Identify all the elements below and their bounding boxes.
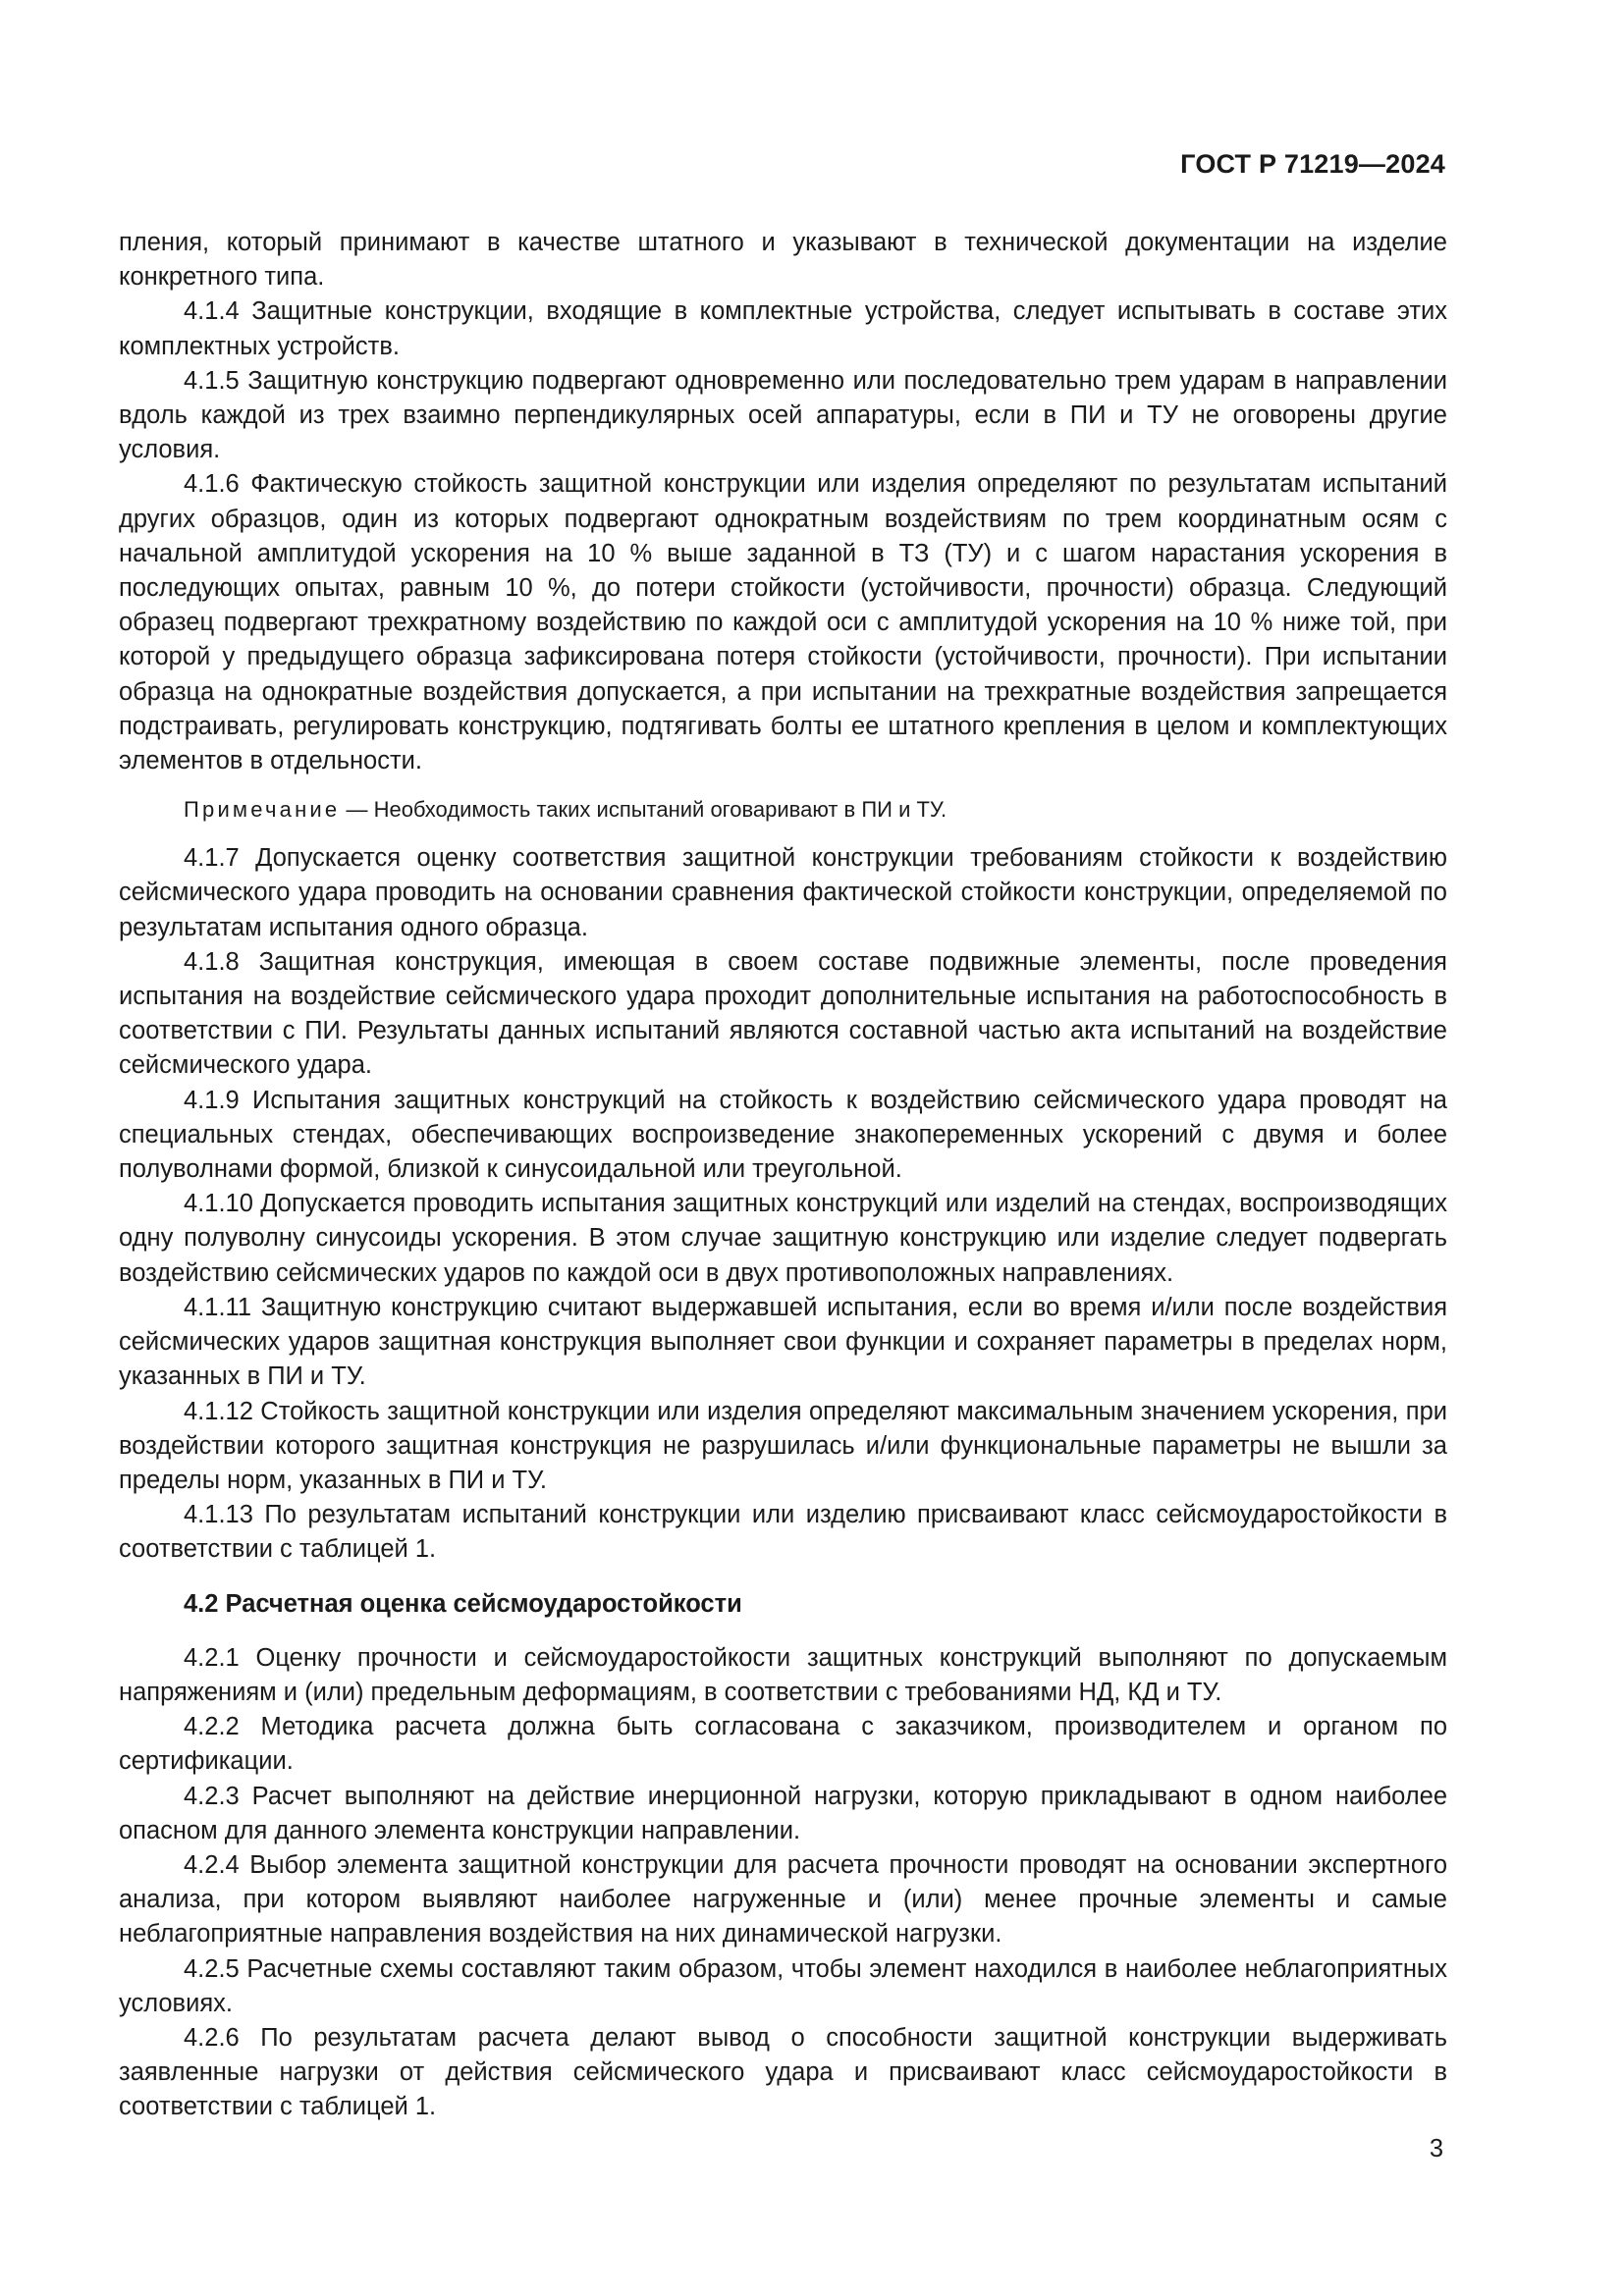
paragraph-4-1-10: 4.1.10 Допускается проводить испытания защитных конструкций или изделий на стендах, воспроизводящих одну полуволну синусоиды ускорения. В этом случае защитную конструкцию или изделие следует подвергать воздействию сейсмических ударов по каждой оси в двух противоположных направлениях.	[119, 1190, 1447, 1287]
paragraph-4-1-5: 4.1.5 Защитную конструкцию подвергают одновременно или последовательно трем ударам в направлении вдоль каждой из трех взаимно перпендикулярных осей аппаратуры, если в ПИ и ТУ не оговорены другие условия.	[119, 366, 1447, 464]
note	[119, 795, 1447, 825]
paragraph-continuation: пления, который принимают в качестве штатного и указывают в технической документации на изделие конкретного типа.	[119, 229, 1447, 292]
paragraph-4-1-12: 4.1.12 Стойкость защитной конструкции или изделия определяют максимальным значением ускорения, при воздействии которого защитная конструкция не разрушилась и/или функциональные параметры не вышли за пределы норм, указанных в ПИ и ТУ.	[119, 1397, 1447, 1494]
paragraph-4-1-11: 4.1.11 Защитную конструкцию считают выдержавшей испытания, если во время и/или после воздействия сейсмических ударов защитная конструкция выполняет свои функции и сохраняет параметры в пределах норм, указанных в ПИ и ТУ.	[119, 1293, 1447, 1391]
paragraph-4-1-9: 4.1.9 Испытания защитных конструкций на стойкость к воздействию сейсмического удара проводят на специальных стендах, обеспечивающих воспроизведение знакопеременных ускорений с двумя и более полуволнами формой, близкой к синусоидальной или треугольной.	[119, 1086, 1447, 1184]
paragraph-4-1-13: 4.1.13 По результатам испытаний конструкции или изделию присваивают класс сейсмоударостойкости в соответствии с таблицей 1.	[119, 1501, 1447, 1564]
paragraph-4-2-5: 4.2.5 Расчетные схемы составляют таким образом, чтобы элемент находился в наиболее неблагоприятных условиях.	[119, 1954, 1447, 2017]
document-code-header: ГОСТ Р 71219—2024	[1180, 149, 1445, 179]
paragraph-4-2-2: 4.2.2 Методика расчета должна быть согласована с заказчиком, производителем и органом по сертификации.	[119, 1713, 1447, 1776]
paragraph-4-2-6: 4.2.6 По результатам расчета делают вывод о способности защитной конструкции выдерживать заявленные нагрузки от действия сейсмического удара и присваивают класс сейсмоударостойкости в соответствии с таблицей 1.	[119, 2023, 1447, 2121]
document-body	[119, 226, 1447, 2125]
page-number: 3	[1429, 2135, 1443, 2163]
section-heading-4-2: 4.2 Расчетная оценка сейсмоударостойкости	[184, 1589, 742, 1618]
paragraph-4-1-7: 4.1.7 Допускается оценку соответствия защитной конструкции требованиям стойкости к воздействию сейсмического удара проводить на основании сравнения фактической стойкости конструкции, определяемой по результатам испытания одного образца.	[119, 844, 1447, 941]
note-text: — Необходимость таких испытаний оговаривают в ПИ и ТУ.	[340, 797, 947, 823]
paragraph-4-1-8: 4.1.8 Защитная конструкция, имеющая в своем составе подвижные элементы, после проведения испытания на воздействие сейсмического удара проходит дополнительные испытания на работоспособность в соответствии с ПИ. Результаты данных испытаний являются составной частью акта испытаний на воздействие сейсмического удара.	[119, 947, 1447, 1080]
paragraph-4-2-3: 4.2.3 Расчет выполняют на действие инерционной нагрузки, которую прикладывают в одном наиболее опасном для данного элемента конструкции направлении.	[119, 1782, 1447, 1844]
paragraph-4-2-4: 4.2.4 Выбор элемента защитной конструкции для расчета прочности проводят на основании экспертного анализа, при котором выявляют наиболее нагруженные и (или) менее прочные элементы и самые неблагоприятные направления воздействия на них динамической нагрузки.	[119, 1850, 1447, 1949]
paragraph-4-2-1: 4.2.1 Оценку прочности и сейсмоударостойкости защитных конструкций выполняют по допускаемым напряжениям и (или) предельным деформациям, в соответствии с требованиями НД, КД и ТУ.	[119, 1643, 1447, 1706]
paragraph-4-1-6: 4.1.6 Фактическую стойкость защитной конструкции или изделия определяют по результатам испытаний других образцов, один из которых подвергают однократным воздействиям по трем координатным осям с начальной амплитудой ускорения на 10 % выше заданной в ТЗ (ТУ) и с шагом нарастания ускорения в последующих опытах, равным 10 %, до потери стойкости (устойчивости, прочности) образца. Следующий образец подвергают трехкратному воздействию по каждой оси с амплитудой ускорения на 10 % ниже той, при которой у предыдущего образца зафиксирована потеря стойкости (устойчивости, прочности). При испытании образца на однократные воздействия допускается, а при испытании на трехкратные воздействия запрещается подстраивать, регулировать конструкцию, подтягивать болты ее штатного крепления в целом и комплектующих элементов в отдельности.	[119, 470, 1447, 775]
note-label: Примечание	[184, 797, 341, 823]
paragraph-4-1-4: 4.1.4 Защитные конструкции, входящие в комплектные устройства, следует испытывать в составе этих комплектных устройств.	[119, 297, 1447, 360]
